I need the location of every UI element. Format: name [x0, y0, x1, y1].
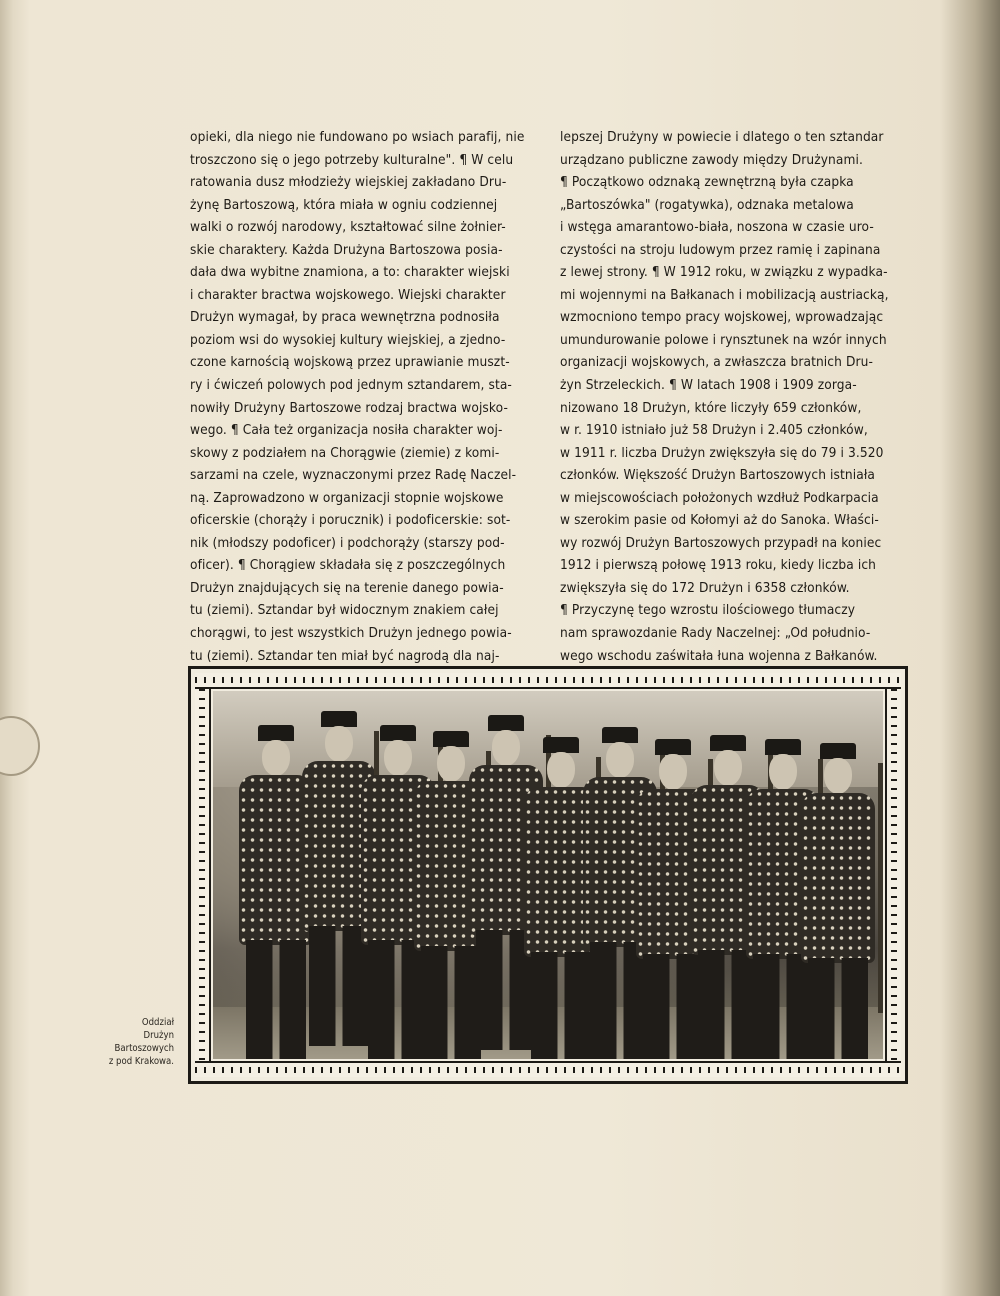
text-line: nizowano 18 Drużyn, które liczyły 659 członków, [560, 399, 862, 416]
text-line: nowiły Drużyny Bartoszowe rodzaj bractwa wojsko- [190, 399, 508, 416]
text-line: z lewej strony. ¶ W 1912 roku, w związku z wypadka- [560, 264, 888, 281]
text-line: oficer). ¶ Chorągiew składała się z poszczególnych [190, 557, 506, 574]
ornamental-border-top [195, 673, 901, 689]
text-line: wego. ¶ Cała też organizacja nosiła charakter woj- [190, 422, 503, 439]
left-text-column [190, 126, 540, 667]
text-line: Drużyn wymagał, by praca wewnętrzna podnosiła [190, 309, 500, 326]
ornamental-border-bottom [195, 1061, 901, 1077]
photo-caption [100, 1016, 174, 1068]
text-line: organizacji wojskowych, a zwłaszcza bratnich Dru- [560, 354, 873, 371]
photo-frame [188, 666, 908, 1084]
text-line: umundurowanie polowe i rynsztunek na wzór innych [560, 331, 887, 348]
text-line: sarzami na czele, wyznaczonymi przez Radę Naczel- [190, 467, 517, 484]
text-line: wy rozwój Drużyn Bartoszowych przypadł na koniec [560, 534, 882, 551]
caption-line: Oddział [141, 1017, 174, 1028]
text-line: chorągwi, to jest wszystkich Drużyn jednego powia- [190, 625, 512, 642]
page-clip-notch [0, 716, 40, 776]
photo-figure [793, 743, 883, 1059]
text-line: czystości na stroju ludowym przez ramię i zapinana [560, 241, 881, 258]
text-line: mi wojennymi na Bałkanach i mobilizacją austriacką, [560, 286, 889, 303]
text-line: walki o rozwój narodowy, kształtować silne żołnier- [190, 219, 506, 236]
text-line: zwiększyła się do 172 Drużyn i 6358 członków. [560, 579, 850, 596]
text-line: w 1911 r. liczba Drużyn zwiększyła się do 79 i 3.520 [560, 444, 884, 461]
text-line: oficerskie (chorąży i porucznik) i podoficerskie: sot- [190, 512, 511, 529]
right-text-column [560, 126, 910, 667]
text-line: ¶ Przyczynę tego wzrostu ilościowego tłumaczy [560, 602, 856, 619]
text-line: troszczono się o jego potrzeby kulturalne". ¶ W celu [190, 151, 514, 168]
text-line: ¶ Początkowo odznaką zewnętrzną była czapka [560, 174, 854, 191]
text-line: lepszej Drużyny w powiecie i dlatego o ten sztandar [560, 129, 884, 145]
text-line: opieki, dla niego nie fundowano po wsiach parafij, nie [190, 129, 525, 145]
text-line: nam sprawozdanie Rady Naczelnej: „Od południo- [560, 625, 871, 642]
text-line: 1912 i pierwszą połowę 1913 roku, kiedy liczba ich [560, 557, 877, 574]
binding-edge [0, 0, 14, 1296]
text-line: urządzano publiczne zawody między Drużynami. [560, 151, 863, 168]
caption-line: Drużyn [143, 1030, 174, 1041]
caption-line: z pod Krakowa. [108, 1056, 174, 1067]
group-photograph [213, 691, 883, 1059]
text-line: w miejscowościach położonych wzdłuż Podkarpacia [560, 489, 879, 506]
text-line: dała dwa wybitne znamiona, a to: charakter wiejski [190, 264, 510, 281]
text-line: członków. Większość Drużyn Bartoszowych istniała [560, 467, 876, 484]
text-line: ratowania dusz młodzieży wiejskiej zakładano Dru- [190, 174, 507, 191]
text-line: skowy z podziałem na Chorągwie (ziemie) z komi- [190, 444, 500, 461]
text-line: w r. 1910 istniało już 58 Drużyn i 2.405 członków, [560, 422, 868, 439]
text-line: Drużyn znajdujących się na terenie danego powia- [190, 579, 504, 596]
text-line: nik (młodszy podoficer) i podchorąży (starszy pod- [190, 534, 505, 551]
text-line: wego wschodu zaświtała łuna wojenna z Bałkanów. [560, 647, 878, 664]
text-line: tu (ziemi). Sztandar ten miał być nagrodą dla naj- [190, 647, 500, 664]
text-line: ną. Zaprowadzono w organizacji stopnie wojskowe [190, 489, 504, 506]
text-line: i wstęga amarantowo-biała, noszona w czasie uro- [560, 219, 874, 236]
text-line: czone karnością wojskową przez uprawianie muszt- [190, 354, 510, 371]
ornamental-border-right [885, 689, 901, 1061]
caption-line: Bartoszowych [114, 1043, 174, 1054]
text-line: tu (ziemi). Sztandar był widocznym znakiem całej [190, 602, 499, 619]
text-line: i charakter bractwa wojskowego. Wiejski charakter [190, 286, 506, 303]
ornamental-border-left [195, 689, 211, 1061]
text-line: żynę Bartoszową, która miała w ogniu codziennej [190, 196, 498, 213]
text-line: skie charaktery. Każda Drużyna Bartoszowa posia- [190, 241, 503, 258]
text-line: żyn Strzeleckich. ¶ W latach 1908 i 1909 zorga- [560, 377, 857, 394]
text-line: w szerokim pasie od Kołomyi aż do Sanoka. Właści- [560, 512, 879, 529]
text-line: poziom wsi do wysokiej kultury wiejskiej, a zjedno- [190, 331, 506, 348]
text-line: ry i ćwiczeń polowych pod jednym sztandarem, sta- [190, 377, 512, 394]
text-line: „Bartoszówka" (rogatywka), odznaka metalowa [560, 196, 854, 213]
text-line: wzmocniono tempo pracy wojskowej, wprowadzając [560, 309, 884, 326]
